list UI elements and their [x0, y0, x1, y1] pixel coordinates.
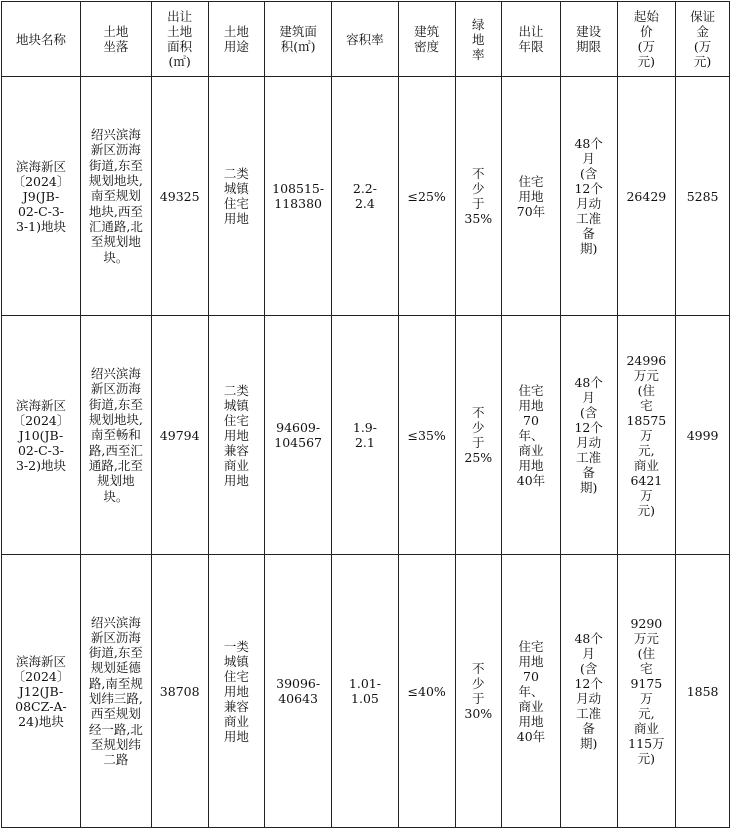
parcel-name: 滨海新区 〔2024〕 J9(JB- 02-C-3- 3-1)地块 — [2, 77, 81, 316]
parcel-land-use: 二类 城镇 住宅 用地 — [208, 77, 265, 316]
land-parcel-table — [1, 1, 730, 828]
parcel-far: 1.01- 1.05 — [332, 555, 399, 828]
parcel-far: 2.2- 2.4 — [332, 77, 399, 316]
table-row — [2, 555, 730, 828]
header-start-price: 起始 价 (万 元) — [617, 2, 676, 77]
parcel-green-ratio: 不 少 于 25% — [455, 316, 502, 555]
header-location: 土地 坐落 — [80, 2, 151, 77]
header-land-use: 土地 用途 — [208, 2, 265, 77]
parcel-green-ratio: 不 少 于 30% — [455, 555, 502, 828]
parcel-location: 绍兴滨海新区沥海街道,东至规划延德路,南至规划纬三路,西至规划经一路,北至规划纬二路 — [80, 555, 151, 828]
parcel-land-use: 一类 城镇 住宅 用地 兼容 商业 用地 — [208, 555, 265, 828]
parcel-term: 住宅 用地 70 年、 商业 用地 40年 — [502, 555, 561, 828]
parcel-deposit: 1858 — [676, 555, 730, 828]
parcel-density: ≤40% — [398, 555, 455, 828]
parcel-floor-area: 39096- 40643 — [265, 555, 332, 828]
parcel-build-period: 48个 月 (含 12个 月动 工准 备 期) — [560, 77, 617, 316]
parcel-location: 绍兴滨海新区沥海街道,东至规划地块,南至规划地块,西至汇通路,北至规划地块。 — [80, 77, 151, 316]
parcel-start-price: 26429 — [617, 77, 676, 316]
header-far: 容积率 — [332, 2, 399, 77]
header-build-period: 建设 期限 — [560, 2, 617, 77]
header-floor-area: 建筑面 积(㎡) — [265, 2, 332, 77]
parcel-area: 38708 — [151, 555, 208, 828]
header-area: 出让 土地 面积 (㎡) — [151, 2, 208, 77]
parcel-start-price: 9290 万元 (住 宅 9175 万 元, 商业 115万 元) — [617, 555, 676, 828]
header-row — [2, 2, 730, 77]
parcel-start-price: 24996 万元 (住 宅 18575 万 元, 商业 6421 万 元) — [617, 316, 676, 555]
parcel-build-period: 48个 月 (含 12个 月动 工准 备 期) — [560, 555, 617, 828]
parcel-area: 49325 — [151, 77, 208, 316]
header-term: 出让 年限 — [502, 2, 561, 77]
parcel-floor-area: 108515- 118380 — [265, 77, 332, 316]
parcel-name: 滨海新区 〔2024〕 J12(JB- 08CZ-A- 24)地块 — [2, 555, 81, 828]
parcel-location: 绍兴滨海新区沥海街道,东至规划地块,南至畅和路,西至汇通路,北至规划地块。 — [80, 316, 151, 555]
parcel-density: ≤25% — [398, 77, 455, 316]
parcel-name: 滨海新区 〔2024〕 J10(JB- 02-C-3- 3-2)地块 — [2, 316, 81, 555]
parcel-far: 1.9- 2.1 — [332, 316, 399, 555]
parcel-floor-area: 94609- 104567 — [265, 316, 332, 555]
header-deposit: 保证 金 (万 元) — [676, 2, 730, 77]
parcel-deposit: 5285 — [676, 77, 730, 316]
header-parcel-name: 地块名称 — [2, 2, 81, 77]
header-density: 建筑 密度 — [398, 2, 455, 77]
table-row — [2, 77, 730, 316]
parcel-area: 49794 — [151, 316, 208, 555]
parcel-term: 住宅 用地 70年 — [502, 77, 561, 316]
parcel-term: 住宅 用地 70 年、 商业 用地 40年 — [502, 316, 561, 555]
parcel-land-use: 二类 城镇 住宅 用地 兼容 商业 用地 — [208, 316, 265, 555]
parcel-deposit: 4999 — [676, 316, 730, 555]
parcel-green-ratio: 不 少 于 35% — [455, 77, 502, 316]
parcel-build-period: 48个 月 (含 12个 月动 工准 备 期) — [560, 316, 617, 555]
parcel-density: ≤35% — [398, 316, 455, 555]
header-green-ratio: 绿 地 率 — [455, 2, 502, 77]
table-row — [2, 316, 730, 555]
